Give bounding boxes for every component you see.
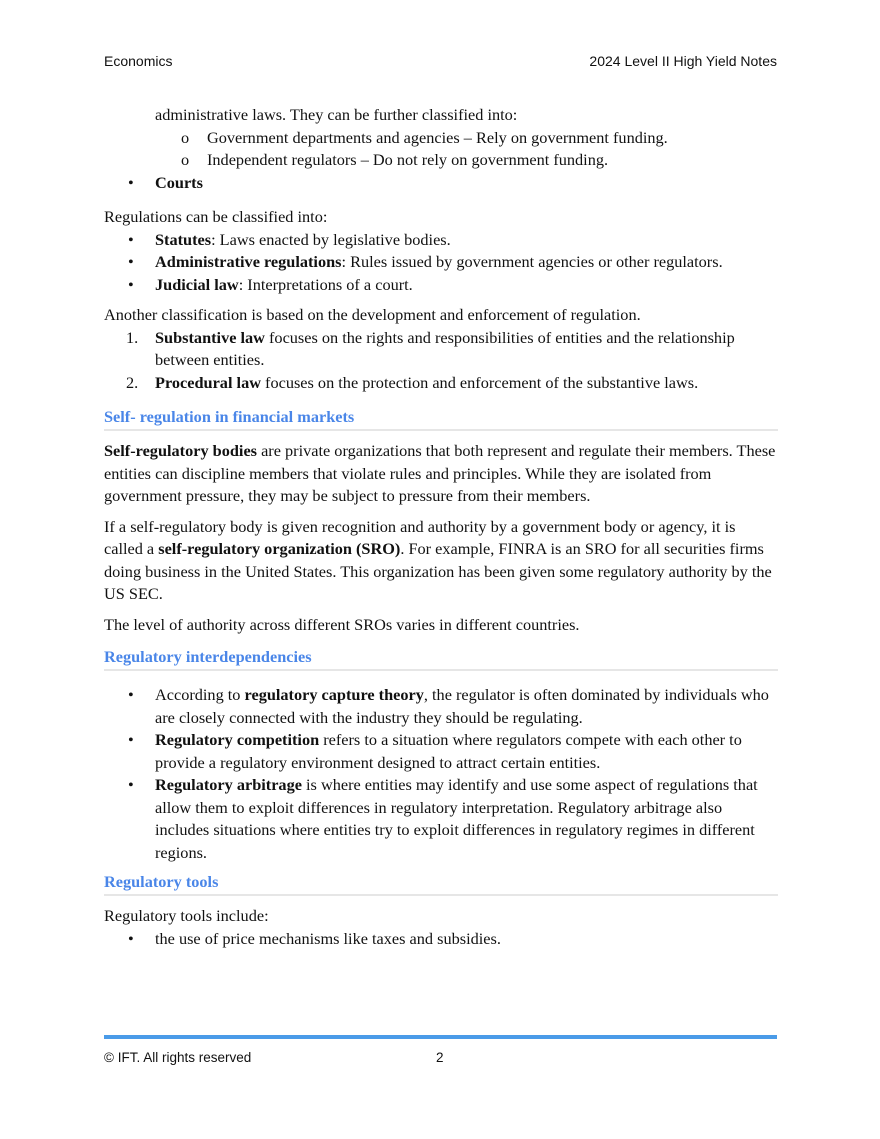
header-section-title: Economics: [104, 53, 173, 69]
numbered-item: [104, 327, 778, 372]
list-item-bold: regulatory capture theory: [244, 685, 424, 704]
tools-intro: Regulatory tools include:: [104, 906, 269, 925]
section-heading-self-regulation: Self- regulation in financial markets: [104, 406, 778, 431]
bullet-icon: •: [128, 229, 134, 249]
list-item: [104, 229, 778, 252]
list-item-courts: [104, 172, 778, 195]
list-item-text: : Laws enacted by legislative bodies.: [211, 229, 451, 249]
page-number: 2: [436, 1050, 444, 1065]
bullet-icon: •: [128, 274, 134, 294]
list-item-bold: Judicial law: [155, 274, 239, 294]
list-item-bold: Courts: [155, 172, 203, 192]
list-item-text: : Interpretations of a court.: [238, 274, 413, 294]
circle-bullet-icon: o: [181, 127, 190, 147]
regulations-intro: Regulations can be classified into:: [104, 207, 328, 226]
sub-list-item: [104, 127, 778, 150]
list-item: [104, 251, 778, 274]
paragraph: [104, 516, 778, 606]
bullet-icon: •: [128, 172, 134, 192]
sub-list-text: Independent regulators – Do not rely on government funding.: [207, 150, 609, 169]
footer-copyright: © IFT. All rights reserved: [104, 1050, 252, 1065]
list-item-text: focuses on the rights and responsibilities of entities and the relationship between entities.: [155, 327, 735, 369]
paragraph-text: If a self-regulatory body is given recognition and authority by a government body or agency, it is called a: [104, 516, 736, 558]
list-item-bold: Regulatory competition: [155, 730, 320, 749]
paragraph-bold: self-regulatory organization (SRO): [158, 539, 401, 558]
list-item-bold: Procedural law: [155, 372, 261, 392]
page-body: [104, 104, 778, 950]
paragraph: [104, 440, 778, 508]
list-item-text: , the regulator is often dominated by individuals who are closely connected with the industry they should be regulating.: [155, 685, 769, 727]
list-item-text: focuses on the protection and enforcement of the substantive laws.: [260, 372, 699, 392]
sub-list-item: [104, 149, 778, 172]
bullet-icon: •: [128, 685, 134, 704]
classification-list: [104, 327, 778, 395]
list-item-bold: Regulatory arbitrage: [155, 775, 302, 794]
list-item-bold: Statutes: [155, 229, 212, 249]
bullet-icon: •: [128, 730, 134, 749]
circle-bullet-icon: o: [181, 150, 190, 169]
paragraph-bold: Self-regulatory bodies: [104, 441, 258, 460]
list-item-bold: Administrative regulations: [155, 252, 342, 271]
item-number: 1.: [126, 327, 139, 347]
paragraph-text: are private organizations that both represent and regulate their members. These entities can discipline members that violate rules and principles. While they are isolated from government pressure, they may be subject to pressure from their members.: [104, 441, 776, 505]
list-item: [104, 684, 778, 729]
list-item-text: : Rules issued by government agencies or other regulators.: [341, 252, 723, 271]
section-heading-interdependencies: Regulatory interdependencies: [104, 646, 778, 671]
list-item: [104, 774, 778, 864]
list-item-text: According to: [155, 685, 245, 704]
bullet-icon: •: [128, 775, 134, 794]
section-heading-tools: Regulatory tools: [104, 871, 778, 896]
numbered-item: [104, 372, 778, 395]
header-document-title: 2024 Level II High Yield Notes: [589, 53, 777, 69]
list-item-bold: Substantive law: [155, 327, 265, 347]
list-item: [104, 274, 778, 297]
item-number: 2.: [126, 372, 139, 392]
interdependencies-list: [104, 684, 778, 864]
list-item-text: is where entities may identify and use some aspect of regulations that allow them to exploit differences in regulatory interpretation. Regulatory arbitrage also includes situations where entities try to exploit differences in regulatory regimes in different regions.: [155, 775, 758, 862]
bullet-icon: •: [128, 928, 134, 948]
list-item-text: refers to a situation where regulators compete with each other to provide a regulatory environment designed to attract certain entities.: [155, 730, 742, 772]
sub-list-text: Government departments and agencies – Rely on government funding.: [207, 127, 668, 147]
paragraph: The level of authority across different SROs varies in different countries.: [104, 614, 580, 634]
classification-intro: Another classification is based on the development and enforcement of regulation.: [104, 305, 641, 324]
continuation-text: administrative laws. They can be further classified into:: [155, 105, 518, 124]
paragraph-text: . For example, FINRA is an SRO for all securities firms doing business in the United States. This organization has been given some regulatory authority by the US SEC.: [104, 539, 772, 603]
list-item: [104, 928, 778, 951]
footer-rule: [104, 1035, 777, 1039]
list-item: [104, 729, 778, 774]
bullet-icon: •: [128, 252, 134, 271]
regulations-list: [104, 229, 778, 297]
list-item-text: the use of price mechanisms like taxes and subsidies.: [155, 928, 501, 948]
